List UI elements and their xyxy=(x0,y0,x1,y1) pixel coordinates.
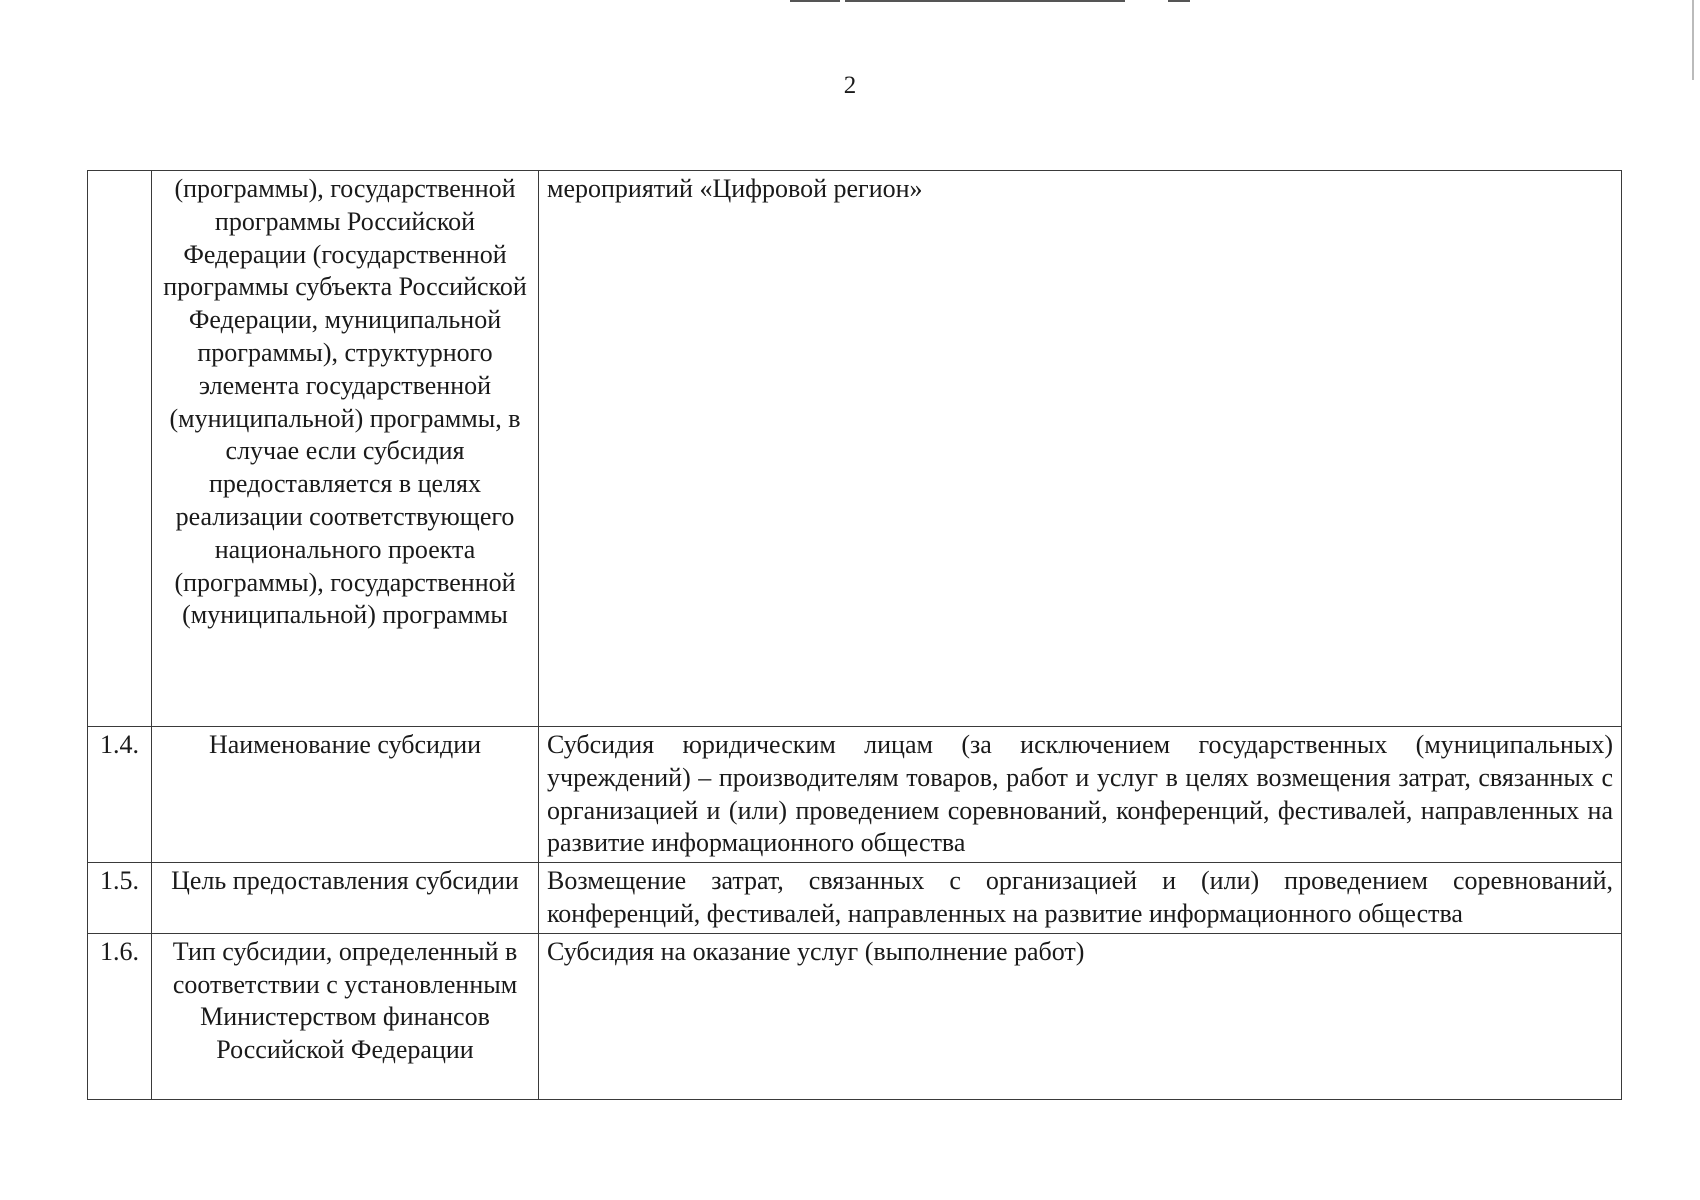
table-row xyxy=(88,171,1622,727)
row-label: Цель предоставления субсидии xyxy=(152,863,539,934)
row-label: (программы), государственной программы Российской Федерации (государственной программы субъекта Российской Федерации, муниципальной программы), структурного элемента государственной (муниципальной) программы, в случае если субсидия предоставляется в целях реализации соответствующего национального проекта (программы), государственной (муниципальной) программы xyxy=(152,171,539,727)
table-row xyxy=(88,933,1622,1099)
scan-artifact-line-right xyxy=(1168,0,1190,2)
row-number: 1.4. xyxy=(88,727,152,863)
row-number xyxy=(88,171,152,727)
row-label: Тип субсидии, определенный в соответствии с установленным Министерством финансов Российской Федерации xyxy=(152,933,539,1099)
row-number: 1.6. xyxy=(88,933,152,1099)
row-value: мероприятий «Цифровой регион» xyxy=(539,171,1622,727)
row-number: 1.5. xyxy=(88,863,152,934)
scan-edge-artifact xyxy=(1692,0,1694,80)
row-value: Возмещение затрат, связанных с организацией и (или) проведением соревнований, конференций, фестивалей, направленных на развитие информационного общества xyxy=(539,863,1622,934)
page-number: 2 xyxy=(843,72,857,99)
row-label: Наименование субсидии xyxy=(152,727,539,863)
scan-artifact-line-left xyxy=(790,0,840,2)
table-row xyxy=(88,863,1622,934)
document-table xyxy=(87,170,1622,1100)
row-value: Субсидия на оказание услуг (выполнение работ) xyxy=(539,933,1622,1099)
scan-artifact-line-center xyxy=(845,0,1125,2)
table-row xyxy=(88,727,1622,863)
row-value: Субсидия юридическим лицам (за исключением государственных (муниципальных) учреждений) – производителям товаров, работ и услуг в целях возмещения затрат, связанных с организацией и (или) проведением соревнований, конференций, фестивалей, направленных на развитие информационного общества xyxy=(539,727,1622,863)
